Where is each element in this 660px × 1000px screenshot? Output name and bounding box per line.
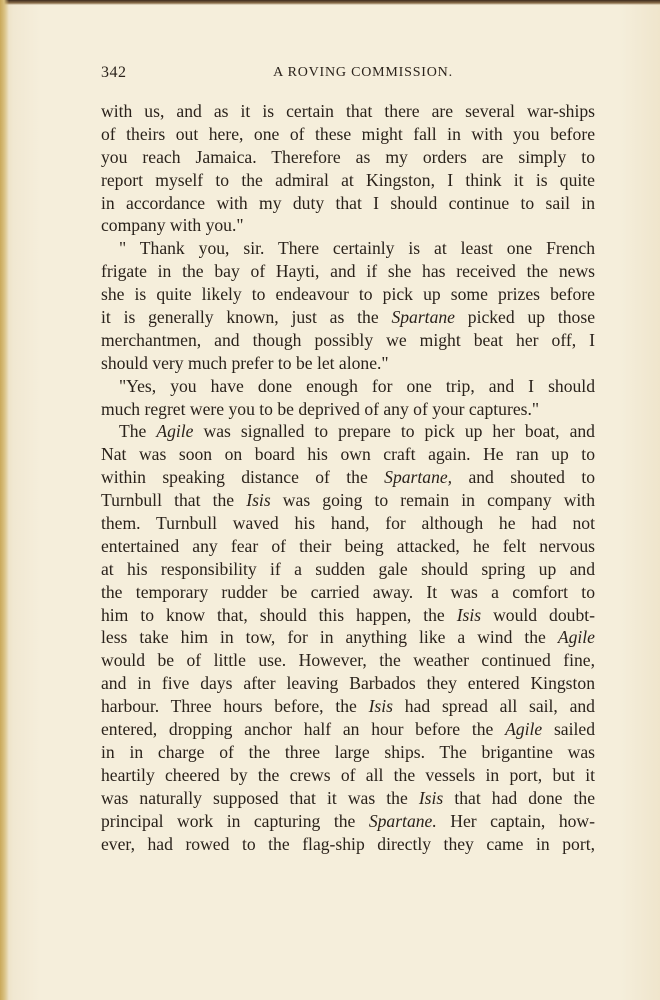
text-line [101, 146, 595, 169]
text-line [101, 283, 595, 306]
text-line [101, 169, 595, 192]
text-line-content: much regret were you to be deprived of any of your captures." [101, 398, 540, 419]
text-line-content: "Yes, you have done enough for one trip, and I should [119, 375, 595, 396]
italic-ship-name: Isis [418, 787, 444, 808]
text-line [101, 764, 595, 787]
page-binding-edge [0, 0, 9, 1000]
page-number: 342 [101, 64, 127, 81]
text-line [101, 741, 595, 764]
text-line [101, 558, 595, 581]
text-line-content: should very much prefer to be let alone." [101, 352, 389, 373]
text-line-content: merchantmen, and though possibly we might beat her off, I [101, 329, 595, 350]
text-line [101, 672, 595, 695]
text-line [101, 626, 595, 649]
text-line [101, 512, 595, 535]
text-line-content: " Thank you, sir. There certainly is at least one French [119, 238, 595, 259]
text-segment: principal work in capturing the [101, 810, 369, 831]
text-line [101, 833, 595, 856]
text-line [101, 306, 595, 329]
page-top-edge [0, 0, 660, 5]
text-line-content: of theirs out here, one of these might fall in with you before [101, 123, 595, 144]
page-header [101, 64, 595, 86]
text-line-content: Nat was soon on board his own craft again. He ran up to [101, 444, 595, 465]
text-line-content: you reach Jamaica. Therefore as my orders are simply to [101, 146, 595, 167]
italic-ship-name: Spartane, [384, 467, 453, 488]
text-line [101, 649, 595, 672]
text-line [101, 260, 595, 283]
text-line [101, 100, 595, 123]
text-line-content: with us, and as it is certain that there are several war-ships [101, 101, 595, 121]
text-line-content: entertained any fear of their being attacked, he felt nervous [101, 535, 595, 556]
text-segment: was naturally supposed that it was the [101, 787, 419, 808]
text-line [101, 810, 595, 833]
text-segment: was signalled to prepare to pick up her boat, and [193, 421, 595, 442]
text-line-content: would be of little use. However, the weather continued fine, [101, 650, 595, 671]
text-line [101, 329, 595, 352]
text-line [101, 466, 595, 489]
text-line [101, 604, 595, 627]
text-segment: and shouted to [452, 467, 595, 488]
text-line [101, 489, 595, 512]
text-segment: was going to remain in company with [270, 490, 595, 511]
text-line [101, 237, 595, 260]
text-line [101, 443, 595, 466]
text-line [101, 398, 595, 421]
text-segment: within speaking distance of the [101, 467, 385, 488]
text-segment: harbour. Three hours before, the [101, 696, 369, 717]
text-line-content: them. Turnbull waved his hand, for although he had not [101, 513, 595, 534]
text-line [101, 787, 595, 810]
text-segment: would doubt- [481, 604, 595, 625]
text-line-content: frigate in the bay of Hayti, and if she has received the news [101, 261, 595, 282]
italic-ship-name: Spartane [391, 307, 455, 328]
text-segment: The [119, 421, 157, 442]
italic-ship-name: Isis [456, 604, 482, 625]
text-line [101, 695, 595, 718]
body-text [101, 100, 595, 855]
italic-ship-name: Agile [505, 719, 543, 740]
text-segment: had spread all sail, and [393, 696, 595, 717]
text-line [101, 192, 595, 215]
text-line-content: report myself to the admiral at Kingston, I think it is quite [101, 169, 595, 190]
italic-ship-name: Isis [368, 696, 394, 717]
text-line-content: ever, had rowed to the flag-ship directly they came in port, [101, 833, 595, 854]
text-line [101, 375, 595, 398]
text-line-content: heartily cheered by the crews of all the vessels in port, but it [101, 764, 595, 785]
text-segment: entered, dropping anchor half an hour before the [101, 719, 506, 740]
italic-ship-name: Agile [557, 627, 595, 648]
text-segment: that had done the [443, 787, 595, 808]
text-line [101, 214, 595, 237]
text-line-content: in accordance with my duty that I should continue to sail in [101, 192, 595, 213]
text-line-content: at his responsibility if a sudden gale should spring up and [101, 558, 595, 579]
text-line [101, 123, 595, 146]
text-line-content: she is quite likely to endeavour to pick up some prizes before [101, 284, 595, 305]
text-line [101, 535, 595, 558]
running-title: A ROVING COMMISSION. [273, 65, 453, 80]
italic-ship-name: Isis [246, 490, 271, 511]
text-segment: Her captain, how- [436, 810, 595, 831]
text-line-content: in in charge of the three large ships. The brigantine was [101, 741, 595, 762]
text-line-content: the temporary rudder be carried away. It was a comfort to [101, 581, 595, 602]
text-segment: him to know that, should this happen, the [101, 604, 457, 625]
text-segment: sailed [542, 719, 595, 740]
text-line [101, 352, 595, 375]
text-segment: picked up those [454, 307, 595, 328]
text-segment: Turnbull that the [101, 490, 247, 511]
text-line-content: company with you." [101, 215, 244, 236]
text-line [101, 420, 595, 443]
italic-ship-name: Agile [156, 421, 194, 442]
text-line-content: and in five days after leaving Barbados they entered Kingston [101, 673, 595, 694]
text-segment: less take him in tow, for in anything like a wind the [101, 627, 558, 648]
text-line [101, 718, 595, 741]
italic-ship-name: Spartane. [368, 810, 437, 831]
text-segment: it is generally known, just as the [101, 307, 392, 328]
text-line [101, 581, 595, 604]
